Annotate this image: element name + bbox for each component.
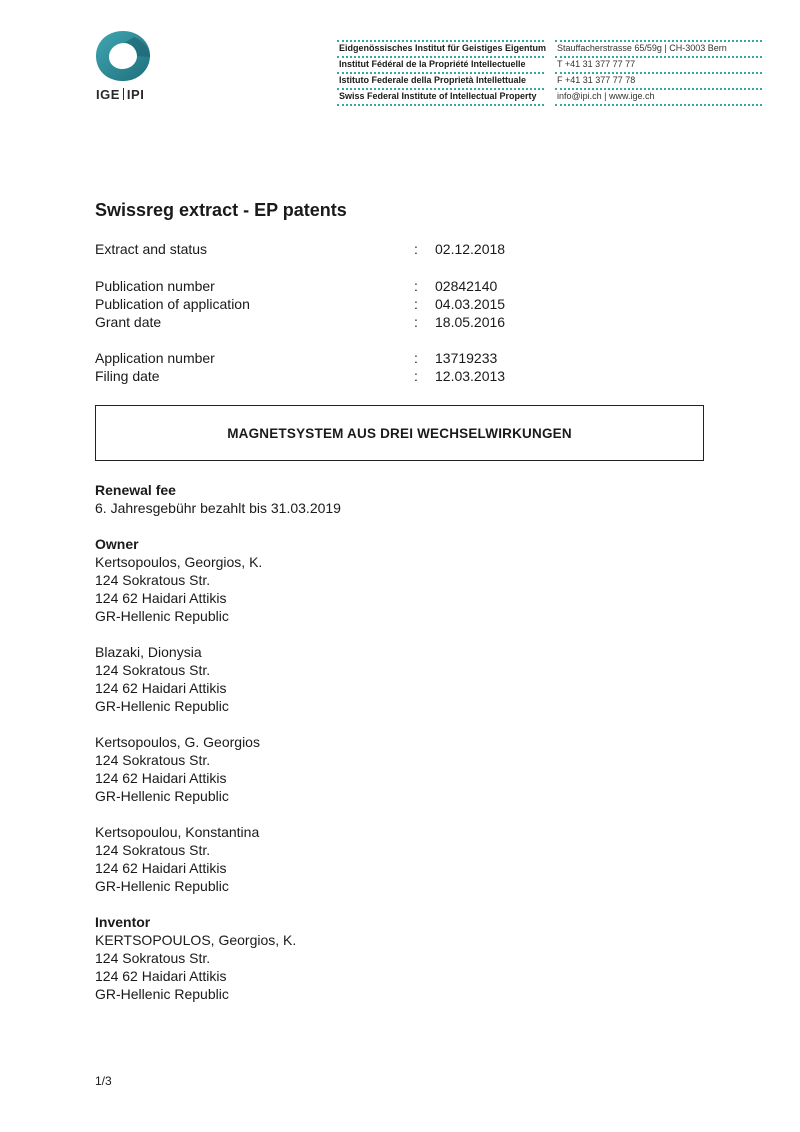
fact-colon: : [414,350,418,366]
fact-colon: : [414,241,418,257]
inventor-section [95,913,715,1003]
owner-entry [95,643,715,715]
document-title: Swissreg extract - EP patents [95,200,347,220]
fact-colon: : [414,368,418,384]
owner-city: 124 62 Haidari Attikis [95,680,227,696]
owner-city: 124 62 Haidari Attikis [95,770,227,786]
renewal-text: 6. Jahresgebühr bezahlt bis 31.03.2019 [95,500,341,516]
contact-address: Stauffacherstrasse 65/59g | CH-3003 Bern [555,40,762,56]
owner-entry [95,553,715,625]
inventor-name: KERTSOPOULOS, Georgios, K. [95,932,297,948]
contact-fax: F +41 31 377 77 78 [555,72,762,88]
fact-value-application-number: 13719233 [435,350,498,366]
owner-city: 124 62 Haidari Attikis [95,860,227,876]
owner-name: Kertsopoulos, Georgios, K. [95,554,263,570]
institute-name-fr: Institut Fédéral de la Propriété Intellectuelle [337,56,544,72]
owner-street: 124 Sokratous Str. [95,752,211,768]
owner-street: 124 Sokratous Str. [95,842,211,858]
fact-colon: : [414,296,418,312]
inventor-city: 124 62 Haidari Attikis [95,968,227,984]
institute-contact [555,40,762,106]
contact-web: info@ipi.ch | www.ige.ch [555,88,762,106]
logo-wordmark [96,87,144,102]
institute-name-de: Eidgenössisches Institut für Geistiges Eigentum [337,40,544,56]
fact-label-filing-date: Filing date [95,368,160,384]
owner-country: GR-Hellenic Republic [95,788,229,804]
renewal-heading: Renewal fee [95,482,176,498]
institute-name-en: Swiss Federal Institute of Intellectual Property [337,88,544,106]
fact-label-extract: Extract and status [95,241,208,257]
fact-label-grant-date: Grant date [95,314,162,330]
contact-phone: T +41 31 377 77 77 [555,56,762,72]
owner-city: 124 62 Haidari Attikis [95,590,227,606]
owner-street: 124 Sokratous Str. [95,572,211,588]
fact-colon: : [414,278,418,294]
fact-value-publication-of-application: 04.03.2015 [435,296,506,312]
fact-value-extract: 02.12.2018 [435,241,506,257]
patent-title-box [95,405,704,461]
owner-name: Blazaki, Dionysia [95,644,202,660]
owner-name: Kertsopoulos, G. Georgios [95,734,260,750]
owner-entry [95,823,715,895]
fact-value-filing-date: 12.03.2013 [435,368,506,384]
owner-country: GR-Hellenic Republic [95,608,229,624]
inventor-street: 124 Sokratous Str. [95,950,211,966]
fact-value-publication-number: 02842140 [435,278,498,294]
fact-label-publication-number: Publication number [95,278,215,294]
patent-title: MAGNETSYSTEM AUS DREI WECHSELWIRKUNGEN [227,425,572,441]
page-number: 1/3 [95,1074,112,1088]
institute-name-it: Istituto Federale della Proprietà Intellettuale [337,72,544,88]
ige-ipi-logo-icon [94,29,152,83]
renewal-section [95,481,715,517]
inventor-heading: Inventor [95,914,151,930]
fact-colon: : [414,314,418,330]
logo-separator [123,88,124,100]
fact-value-grant-date: 18.05.2016 [435,314,506,330]
logo-text-ige: IGE [96,87,120,102]
owner-heading: Owner [95,536,139,552]
institute-names [337,40,547,106]
owner-section [95,535,715,913]
owner-country: GR-Hellenic Republic [95,698,229,714]
owner-country: GR-Hellenic Republic [95,878,229,894]
inventor-entry [95,931,715,1003]
fact-label-publication-of-application: Publication of application [95,296,250,312]
owner-street: 124 Sokratous Str. [95,662,211,678]
fact-label-application-number: Application number [95,350,215,366]
owner-name: Kertsopoulou, Konstantina [95,824,260,840]
logo-text-ipi: IPI [126,87,145,102]
inventor-country: GR-Hellenic Republic [95,986,229,1002]
owner-entry [95,733,715,805]
